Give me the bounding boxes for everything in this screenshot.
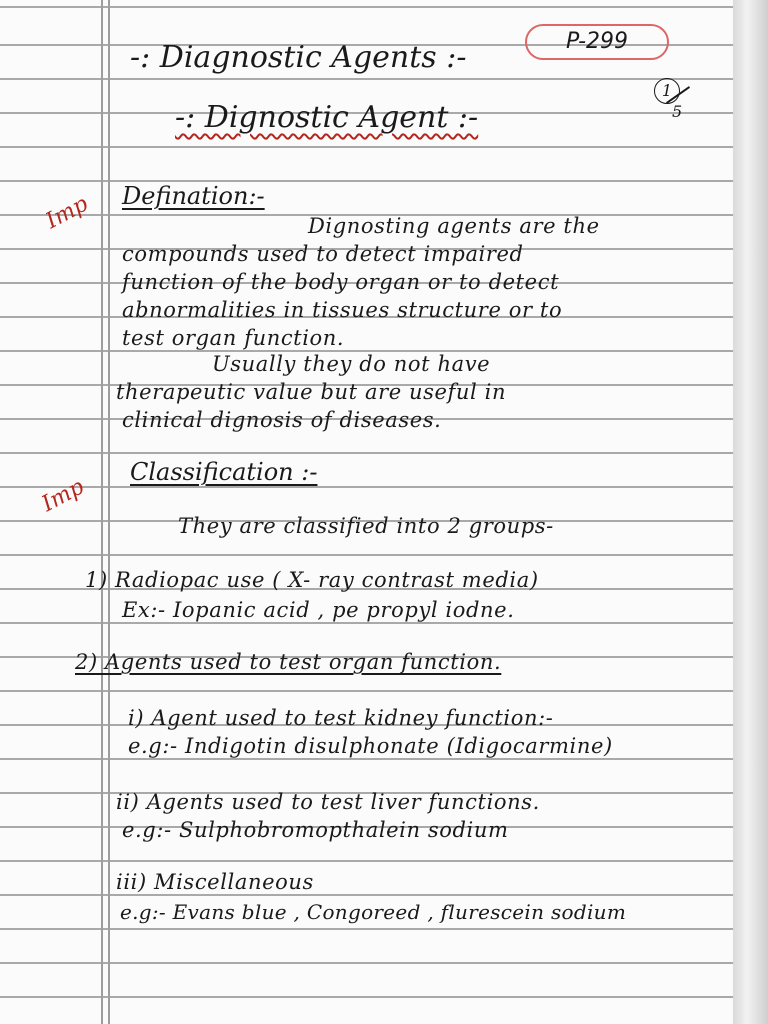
definition-heading: Defination:- xyxy=(122,182,265,210)
definition-line: therapeutic value but are useful in xyxy=(116,380,507,404)
page-subtitle: -: Dignostic Agent :- xyxy=(175,100,479,135)
definition-line: abnormalities in tissues structure or to xyxy=(122,298,563,322)
importance-mark: Imp xyxy=(38,474,89,518)
classification-intro: They are classified into 2 groups- xyxy=(178,514,554,538)
margin-line xyxy=(101,0,103,1024)
importance-mark: Imp xyxy=(42,191,93,235)
subgroup-misc-example: e.g:- Evans blue , Congoreed , flurescein sodium xyxy=(120,900,627,924)
page-reference-stamp: P-299 xyxy=(525,24,669,60)
page-number-total: 5 xyxy=(672,102,683,121)
group-2-label: 2) Agents used to test organ function. xyxy=(75,650,502,674)
subgroup-liver-example: e.g:- Sulphobromopthalein sodium xyxy=(122,818,509,842)
definition-line: test organ function. xyxy=(122,326,345,350)
page-title: -: Diagnostic Agents :- xyxy=(130,40,467,75)
classification-heading: Classification :- xyxy=(130,458,318,486)
subgroup-kidney-example: e.g:- Indigotin disulphonate (Idigocarmine) xyxy=(128,734,613,758)
next-page-edge xyxy=(733,0,768,1024)
margin-line xyxy=(108,0,110,1024)
group-1-label: 1) Radiopac use ( X- ray contrast media) xyxy=(85,568,539,592)
page-number-current: 1 xyxy=(654,78,680,104)
definition-line: Usually they do not have xyxy=(212,352,491,376)
subgroup-liver-label: ii) Agents used to test liver functions. xyxy=(116,790,540,814)
definition-line: Dignosting agents are the xyxy=(308,214,600,238)
definition-line: clinical dignosis of diseases. xyxy=(122,408,442,432)
definition-line: function of the body organ or to detect xyxy=(122,270,560,294)
subgroup-kidney-label: i) Agent used to test kidney function:- xyxy=(128,706,554,730)
subgroup-misc-label: iii) Miscellaneous xyxy=(116,870,314,894)
group-1-example: Ex:- Iopanic acid , pe propyl iodne. xyxy=(122,598,515,622)
page-number xyxy=(650,78,710,128)
definition-line: compounds used to detect impaired xyxy=(122,242,524,266)
